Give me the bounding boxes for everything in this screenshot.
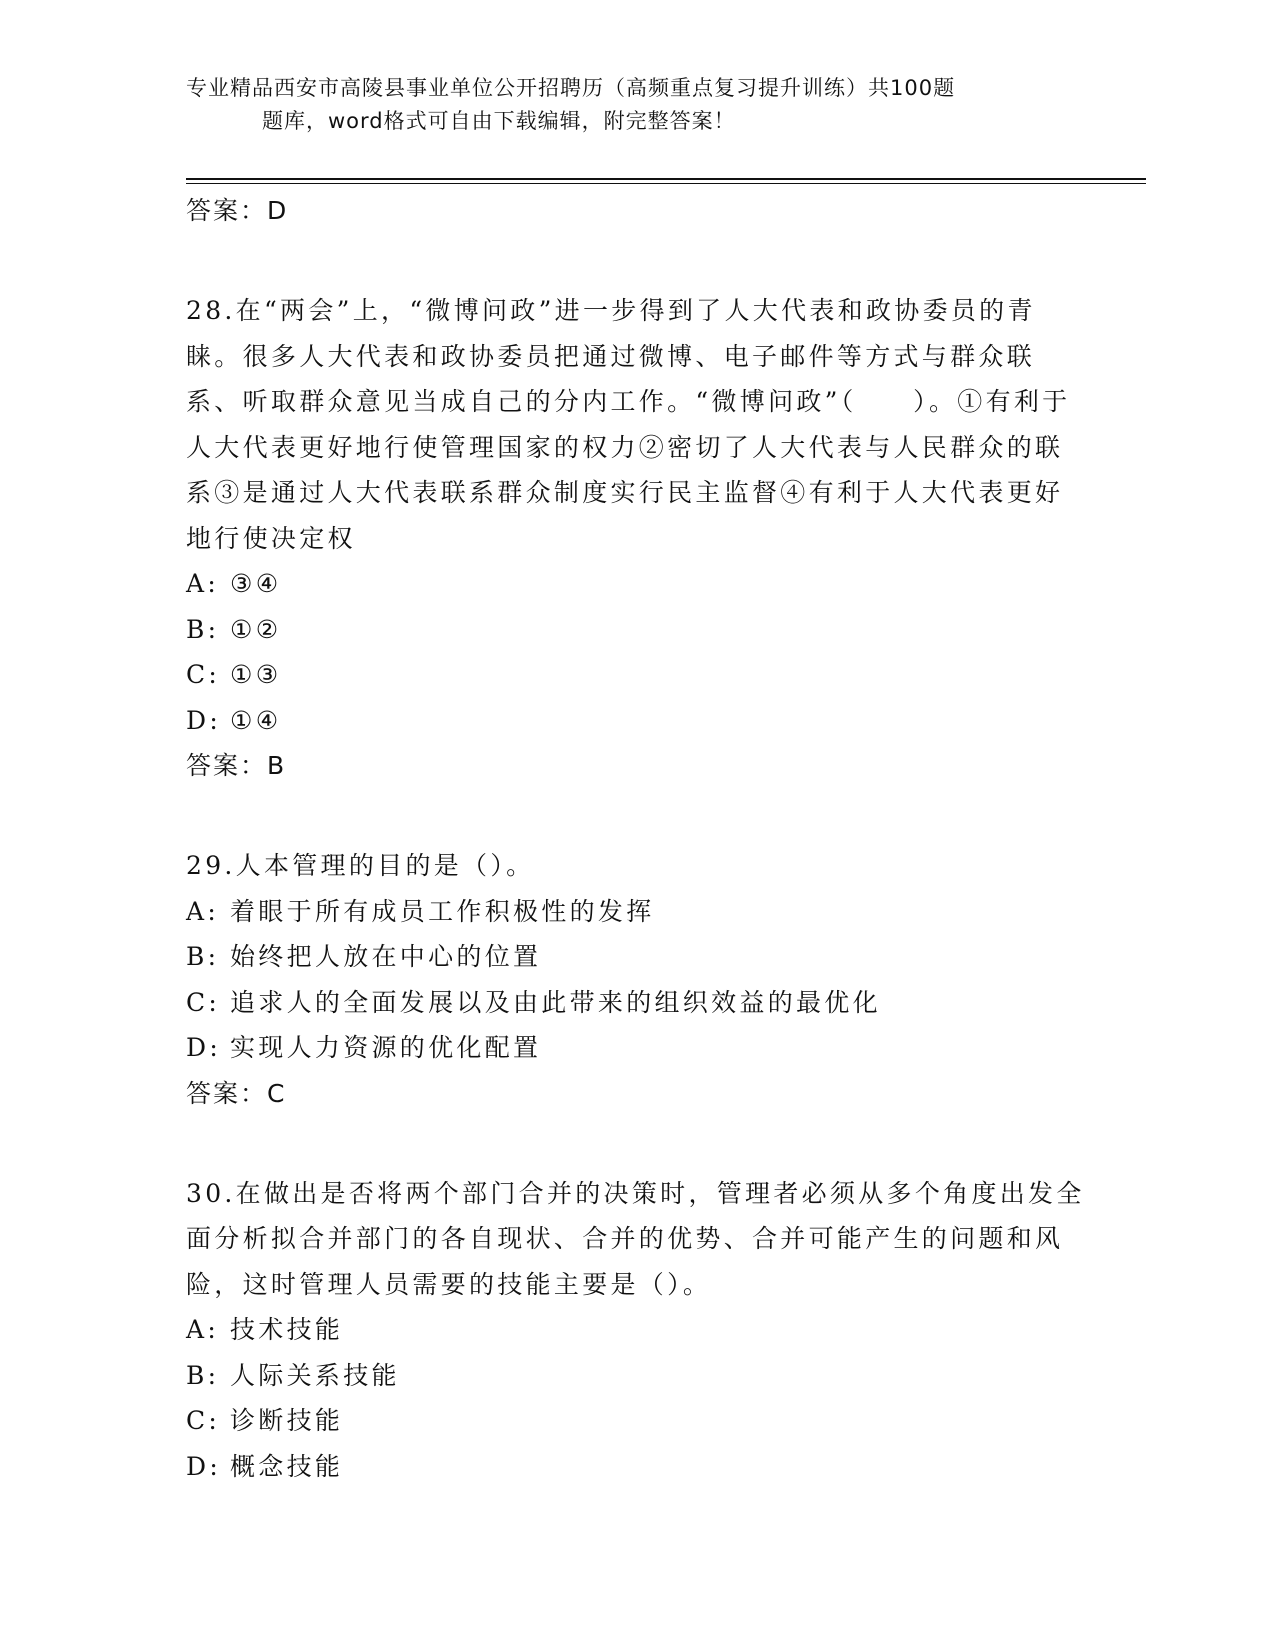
question-block	[186, 1171, 1086, 1490]
option-letter: A:	[186, 1315, 220, 1344]
option-text: 实现人力资源的优化配置	[230, 1033, 542, 1062]
option-letter: B:	[186, 1360, 220, 1390]
option-letter: D:	[186, 705, 222, 735]
question-text: 29.人本管理的目的是（）。	[186, 851, 535, 880]
option-c	[186, 1398, 1086, 1444]
option-text: ③④	[230, 569, 282, 598]
answer-line: 答案：C	[186, 1078, 287, 1108]
option-letter: D:	[186, 1033, 222, 1062]
option-letter: A:	[186, 569, 220, 598]
option-text: 着眼于所有成员工作积极性的发挥	[230, 896, 655, 926]
answer-line: 答案：B	[186, 751, 287, 780]
option-letter: B:	[186, 942, 220, 971]
option-letter: D:	[186, 1451, 222, 1481]
question-block	[186, 843, 1086, 1117]
option-b	[186, 934, 1086, 980]
previous-answer: 答案：D	[186, 196, 289, 225]
header-line-2: 题库，word格式可自由下载编辑，附完整答案！	[262, 109, 736, 133]
option-text: 诊断技能	[230, 1406, 344, 1435]
question-text: 30.在做出是否将两个部门合并的决策时，管理者必须从多个角度出发全面分析拟合并部门的各自现状、合并的优势、合并可能产生的问题和风险，这时管理人员需要的技能主要是（）。	[186, 1178, 1085, 1299]
option-letter: A:	[186, 896, 220, 926]
option-a	[186, 1307, 1086, 1353]
option-text: ①③	[230, 660, 282, 689]
option-text: 追求人的全面发展以及由此带来的组织效益的最优化	[230, 987, 881, 1017]
option-d	[186, 1444, 1086, 1490]
option-text: 技术技能	[230, 1315, 344, 1344]
option-a	[186, 561, 1086, 607]
spacer	[186, 1117, 1086, 1171]
option-d	[186, 698, 1086, 744]
option-c	[186, 652, 1086, 698]
option-letter: C:	[186, 1406, 221, 1435]
option-b	[186, 607, 1086, 653]
option-text: ①④	[230, 705, 282, 735]
question-text: 28.在“两会”上，“微博问政”进一步得到了人大代表和政协委员的青睐。很多人大代表和政协委员把通过微博、电子邮件等方式与群众联系、听取群众意见当成自己的分内工作。“微博问政”（ ）。①有利于人大代表更好地行使管理国家的权力②密切了人大代表与人民群众的联系③是通过人大代表联系群众制度实行民主监督④有利于人大代表更好地行使决定权	[186, 296, 1071, 553]
option-text: 概念技能	[230, 1451, 344, 1481]
header-rule-thin	[186, 183, 1146, 184]
spacer	[186, 234, 1086, 288]
page-header	[186, 72, 1086, 138]
option-letter: B:	[186, 614, 220, 644]
document-body	[186, 188, 1086, 1489]
option-c	[186, 980, 1086, 1026]
spacer	[186, 789, 1086, 843]
header-line-1: 专业精品西安市高陵县事业单位公开招聘历（高频重点复习提升训练）共100题	[186, 76, 956, 100]
question-block	[186, 288, 1086, 789]
option-text: 人际关系技能	[230, 1360, 400, 1390]
option-d	[186, 1025, 1086, 1071]
option-letter: C:	[186, 660, 221, 689]
option-text: ①②	[230, 614, 282, 644]
option-letter: C:	[186, 987, 221, 1017]
option-text: 始终把人放在中心的位置	[230, 942, 542, 971]
option-a	[186, 889, 1086, 935]
option-b	[186, 1353, 1086, 1399]
header-rule-thick	[186, 178, 1146, 180]
